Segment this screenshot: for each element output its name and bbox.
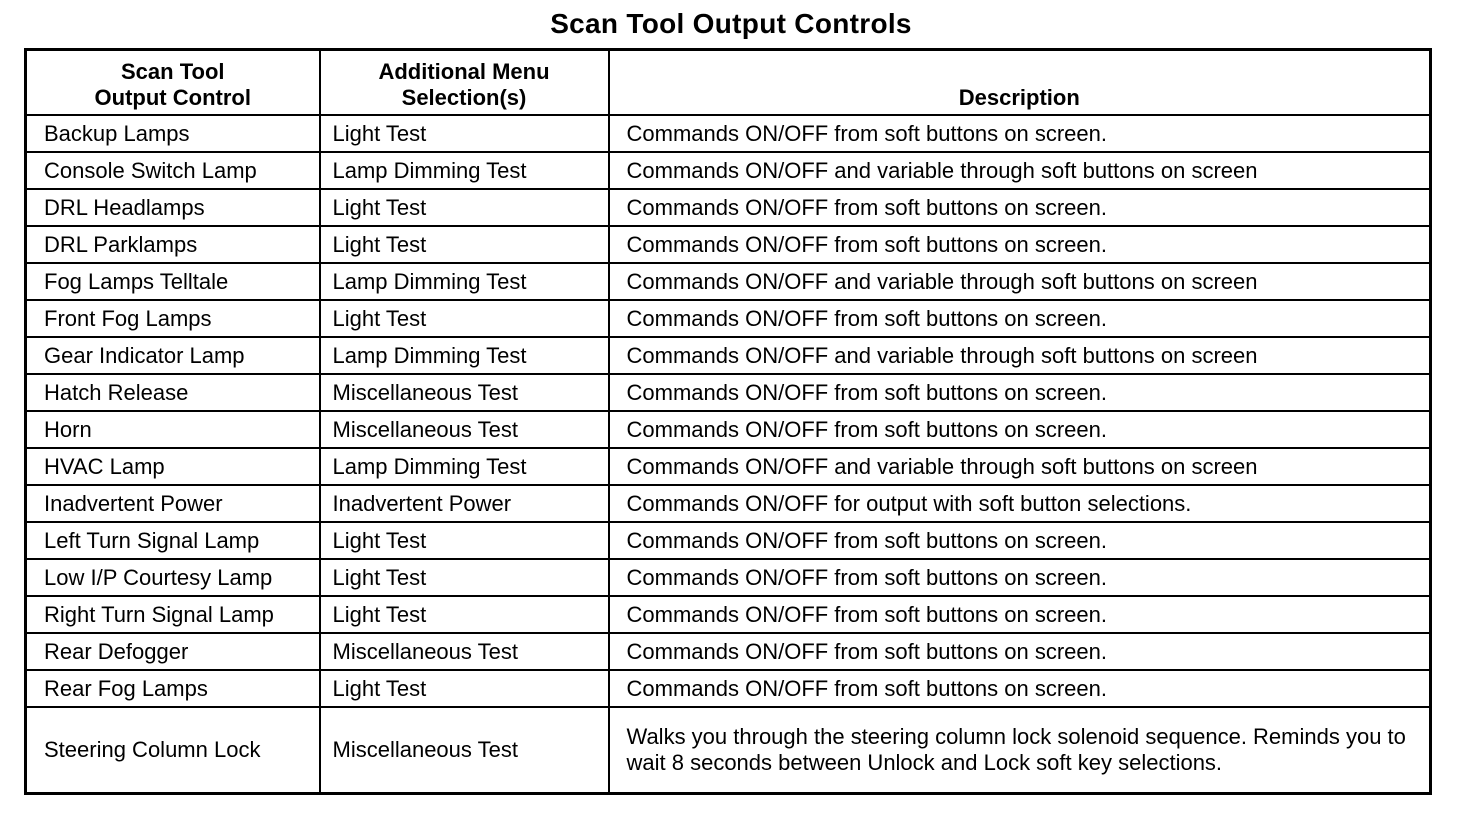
output-control-cell: Rear Fog Lamps — [26, 670, 320, 707]
output-control-cell: Fog Lamps Telltale — [26, 263, 320, 300]
header-menu-selection-line2: Selection(s) — [401, 85, 527, 110]
description-cell: Commands ON/OFF from soft buttons on screen. — [609, 596, 1431, 633]
menu-selection-cell: Lamp Dimming Test — [320, 152, 609, 189]
output-control-cell: Horn — [26, 411, 320, 448]
table-body — [26, 115, 1431, 794]
menu-selection-cell: Light Test — [320, 522, 609, 559]
output-control-cell: Inadvertent Power — [26, 485, 320, 522]
output-control-cell: Gear Indicator Lamp — [26, 337, 320, 374]
output-control-cell: Backup Lamps — [26, 115, 320, 152]
description-cell: Walks you through the steering column lock solenoid sequence. Reminds you to wait 8 seconds between Unlock and Lock soft key selections. — [609, 707, 1431, 794]
description-cell: Commands ON/OFF and variable through soft buttons on screen — [609, 448, 1431, 485]
description-cell: Commands ON/OFF from soft buttons on screen. — [609, 670, 1431, 707]
menu-selection-cell: Light Test — [320, 559, 609, 596]
description-cell: Commands ON/OFF from soft buttons on screen. — [609, 226, 1431, 263]
description-cell: Commands ON/OFF from soft buttons on screen. — [609, 559, 1431, 596]
table-row — [26, 485, 1431, 522]
description-cell: Commands ON/OFF from soft buttons on screen. — [609, 411, 1431, 448]
description-cell: Commands ON/OFF and variable through soft buttons on screen — [609, 337, 1431, 374]
table-row — [26, 300, 1431, 337]
table-row — [26, 226, 1431, 263]
table-row — [26, 374, 1431, 411]
menu-selection-cell: Miscellaneous Test — [320, 411, 609, 448]
description-cell: Commands ON/OFF from soft buttons on screen. — [609, 374, 1431, 411]
output-control-cell: Steering Column Lock — [26, 707, 320, 794]
header-row — [26, 50, 1431, 116]
menu-selection-cell: Light Test — [320, 300, 609, 337]
header-output-control-line1: Scan Tool — [121, 59, 225, 84]
output-controls-table — [24, 48, 1432, 795]
output-control-cell: Hatch Release — [26, 374, 320, 411]
description-cell: Commands ON/OFF for output with soft button selections. — [609, 485, 1431, 522]
table-row — [26, 707, 1431, 794]
table-row — [26, 411, 1431, 448]
output-control-cell: HVAC Lamp — [26, 448, 320, 485]
table-row — [26, 633, 1431, 670]
description-cell: Commands ON/OFF and variable through soft buttons on screen — [609, 263, 1431, 300]
table-row — [26, 596, 1431, 633]
description-cell: Commands ON/OFF from soft buttons on screen. — [609, 189, 1431, 226]
table-row — [26, 189, 1431, 226]
menu-selection-cell: Lamp Dimming Test — [320, 263, 609, 300]
table-row — [26, 115, 1431, 152]
header-output-control-line2: Output Control — [94, 85, 251, 110]
description-cell: Commands ON/OFF from soft buttons on screen. — [609, 300, 1431, 337]
menu-selection-cell: Lamp Dimming Test — [320, 448, 609, 485]
description-cell: Commands ON/OFF and variable through soft buttons on screen — [609, 152, 1431, 189]
table-row — [26, 448, 1431, 485]
output-control-cell: Console Switch Lamp — [26, 152, 320, 189]
description-cell: Commands ON/OFF from soft buttons on screen. — [609, 522, 1431, 559]
menu-selection-cell: Light Test — [320, 189, 609, 226]
menu-selection-cell: Light Test — [320, 596, 609, 633]
output-control-cell: DRL Headlamps — [26, 189, 320, 226]
description-cell: Commands ON/OFF from soft buttons on screen. — [609, 633, 1431, 670]
table-row — [26, 559, 1431, 596]
table-row — [26, 152, 1431, 189]
output-control-cell: Low I/P Courtesy Lamp — [26, 559, 320, 596]
table-row — [26, 522, 1431, 559]
menu-selection-cell: Lamp Dimming Test — [320, 337, 609, 374]
menu-selection-cell: Miscellaneous Test — [320, 707, 609, 794]
menu-selection-cell: Light Test — [320, 115, 609, 152]
header-menu-selection-line1: Additional Menu — [378, 59, 550, 84]
menu-selection-cell: Light Test — [320, 226, 609, 263]
page-title: Scan Tool Output Controls — [550, 8, 912, 39]
output-control-cell: Rear Defogger — [26, 633, 320, 670]
menu-selection-cell: Miscellaneous Test — [320, 374, 609, 411]
menu-selection-cell: Light Test — [320, 670, 609, 707]
header-menu-selection — [320, 50, 609, 116]
table-header — [26, 50, 1431, 116]
output-control-cell: DRL Parklamps — [26, 226, 320, 263]
output-control-cell: Front Fog Lamps — [26, 300, 320, 337]
menu-selection-cell: Miscellaneous Test — [320, 633, 609, 670]
menu-selection-cell: Inadvertent Power — [320, 485, 609, 522]
table-row — [26, 670, 1431, 707]
output-control-cell: Left Turn Signal Lamp — [26, 522, 320, 559]
header-output-control — [26, 50, 320, 116]
table-row — [26, 337, 1431, 374]
description-cell: Commands ON/OFF from soft buttons on screen. — [609, 115, 1431, 152]
table-row — [26, 263, 1431, 300]
header-description: Description — [609, 50, 1431, 116]
output-control-cell: Right Turn Signal Lamp — [26, 596, 320, 633]
